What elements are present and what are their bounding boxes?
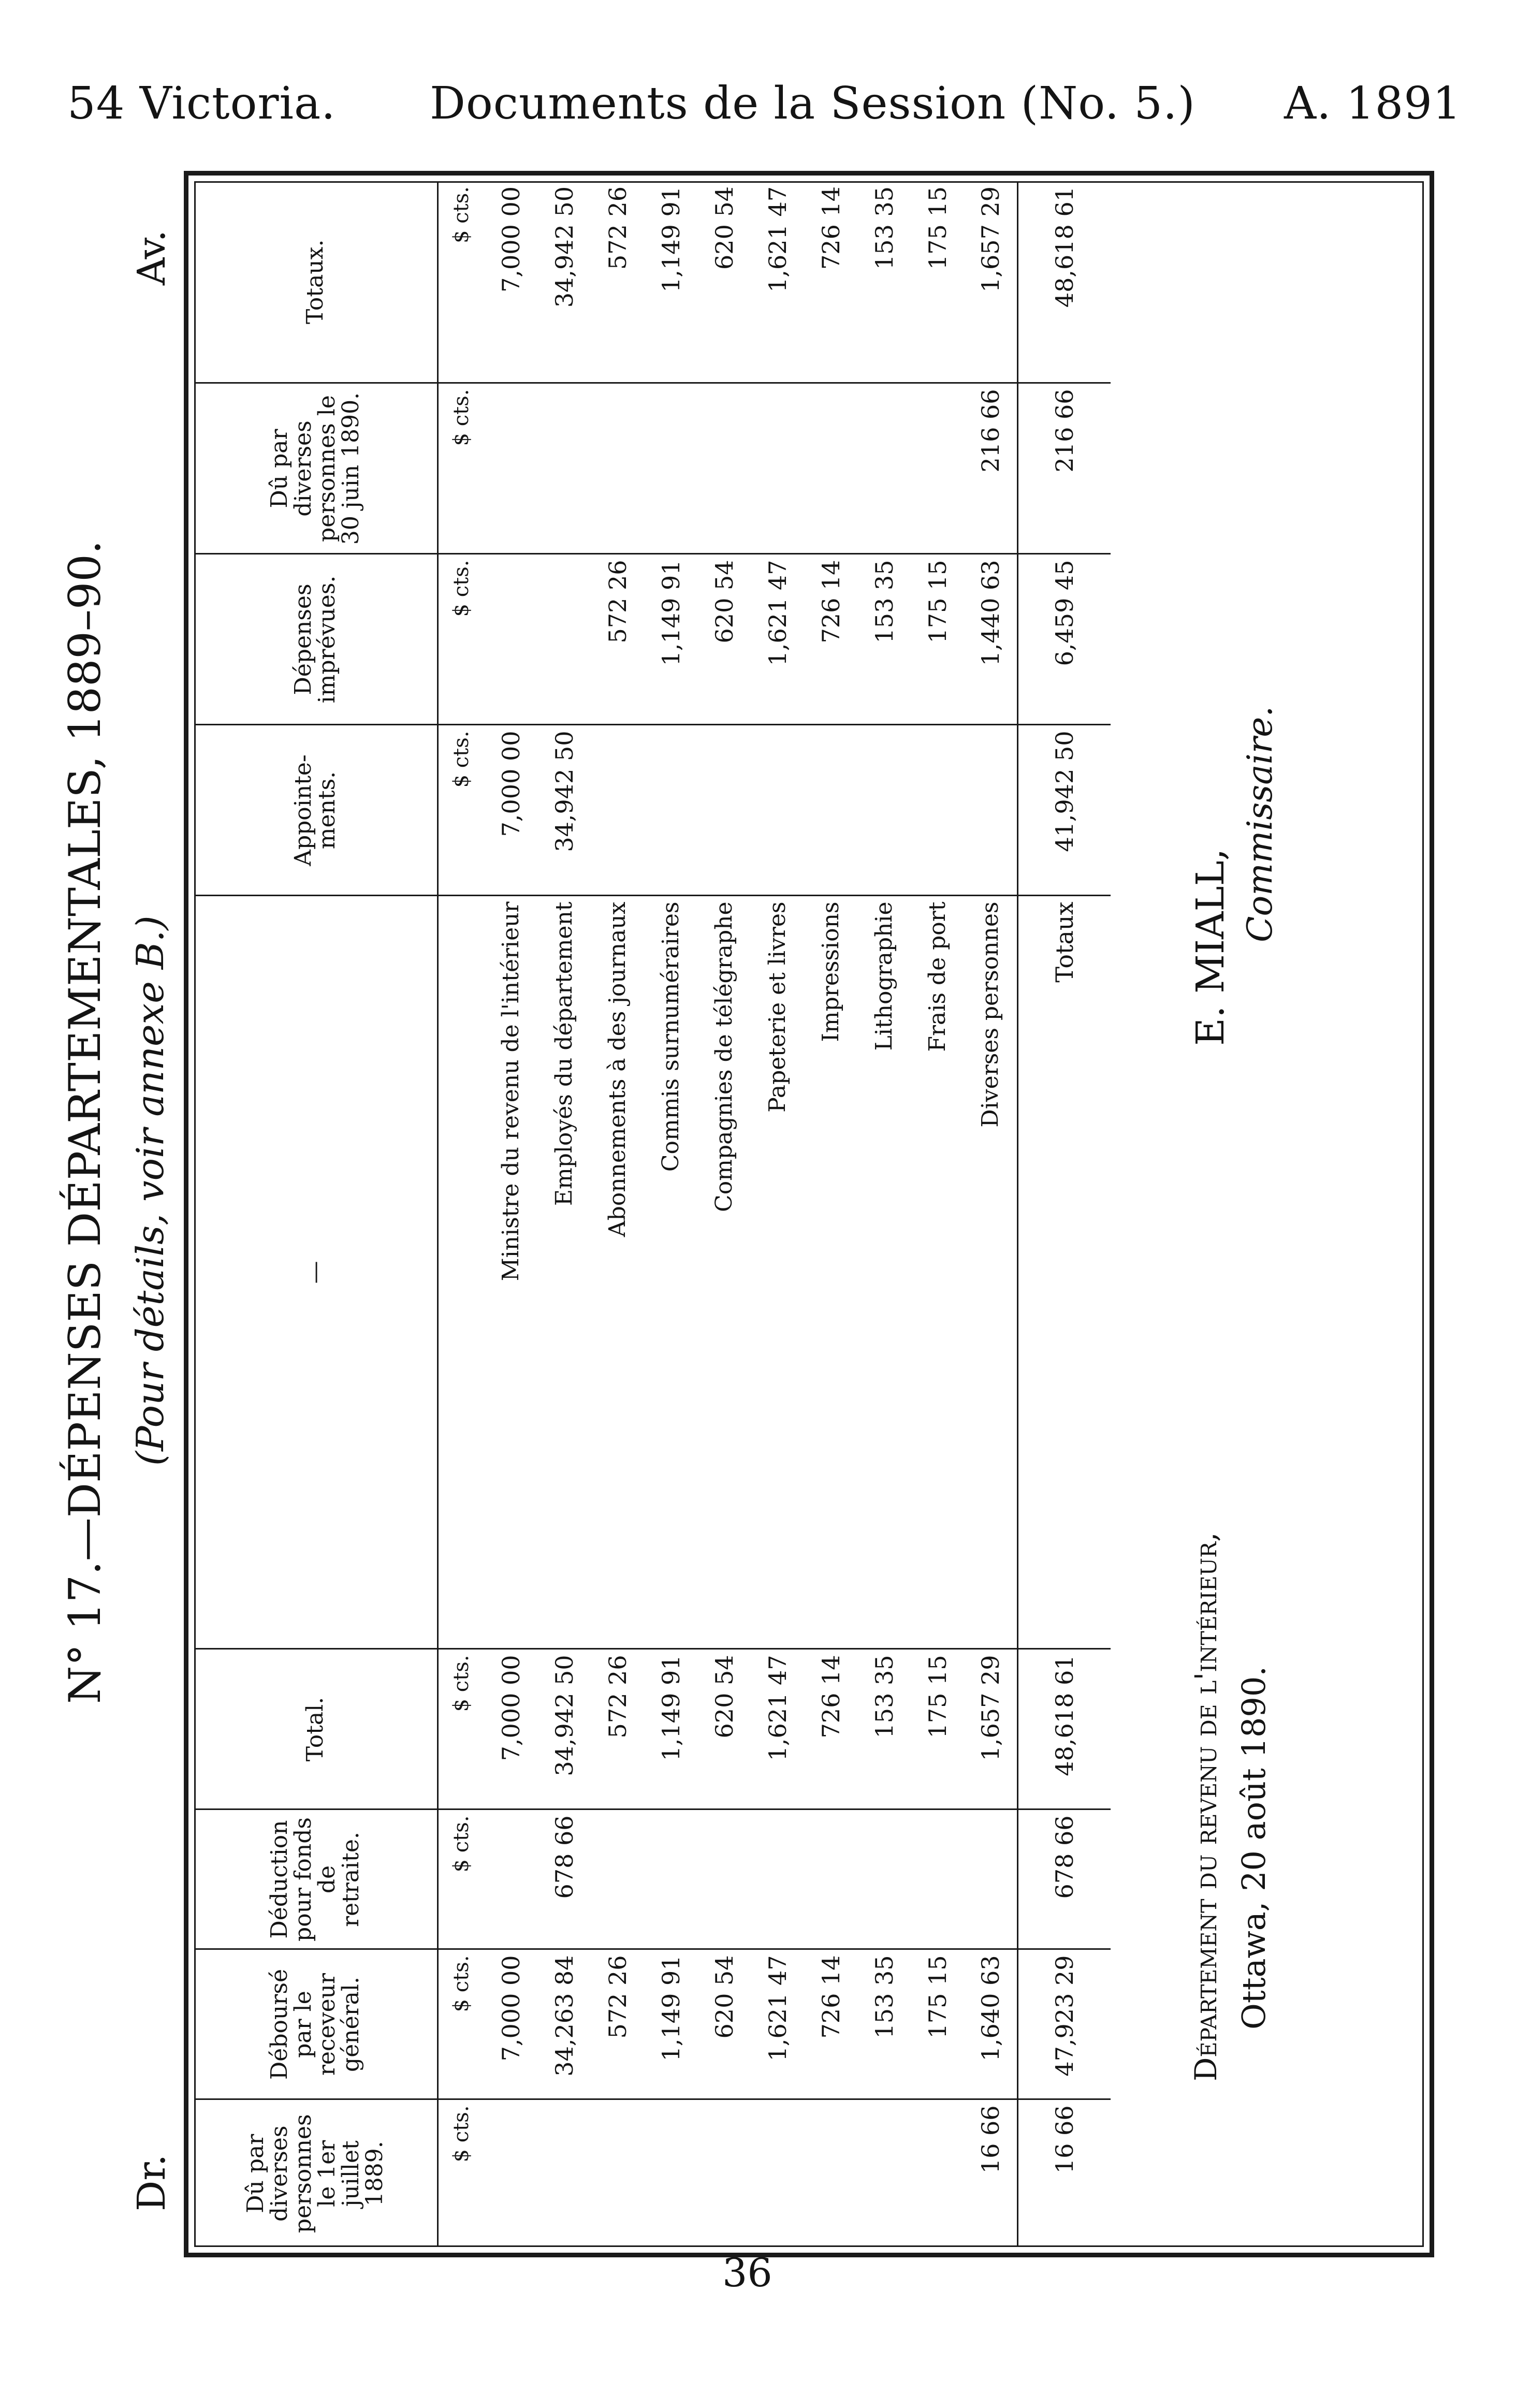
cell-contingencies: 1,621 47 — [751, 554, 804, 725]
cell-disbursed: 1,640 63 — [964, 1949, 1017, 2099]
cell-contingencies: 1,149 91 — [644, 554, 697, 725]
unit-label: $ cts. — [438, 2099, 484, 2247]
cell-description: Lithographie — [857, 896, 911, 1649]
cell-total: 175 15 — [911, 1649, 964, 1809]
total-due-1889: 16 66 — [1017, 2099, 1111, 2247]
totals-label: Totaux — [1017, 896, 1111, 1649]
totals-row — [1017, 181, 1111, 2247]
cell-due-1890 — [591, 383, 644, 554]
cell-deduction — [964, 1809, 1017, 1949]
col-header-total: Total. — [194, 1649, 438, 1809]
cell-totals: 620 54 — [710, 186, 738, 270]
header-year: A. 1891 — [1284, 78, 1462, 129]
cell-deduction: 678 66 — [537, 1809, 591, 1949]
total-totals: 48,618 61 — [1017, 181, 1111, 383]
cell-deduction — [697, 1809, 751, 1949]
cell-contingencies: 1,440 63 — [964, 554, 1017, 725]
signature-name: E. MIALL, — [1188, 848, 1233, 1046]
cell-due-1889 — [857, 2099, 911, 2247]
cell-description: Ministre du revenu de l'intérieur — [484, 896, 537, 1649]
page-title: N° 17.—DÉPENSES DÉPARTEMENTALES, 1889–90. — [60, 540, 110, 1704]
cell-due-1890 — [804, 383, 857, 554]
col-header-deduction: Déduction pour fonds de retraite. — [194, 1809, 438, 1949]
cell-description: Papeterie et livres — [751, 896, 804, 1649]
cell-salaries — [857, 725, 911, 896]
cell-totals: 1,149 91 — [657, 186, 685, 293]
cell-deduction — [804, 1809, 857, 1949]
cell-disbursed: 175 15 — [911, 1949, 964, 2099]
cell-total: 34,942 50 — [537, 1649, 591, 1809]
cell-due-1889 — [644, 2099, 697, 2247]
cell-contingencies — [484, 554, 537, 725]
cell-contingencies: 620 54 — [697, 554, 751, 725]
cell-total: 572 26 — [591, 1649, 644, 1809]
cell-totals: 1,657 29 — [976, 186, 1004, 293]
unit-label: $ cts. — [438, 1949, 484, 2099]
cell-description: Employés du département — [537, 896, 591, 1649]
cell-deduction — [911, 1809, 964, 1949]
total-deduction: 678 66 — [1017, 1809, 1111, 1949]
cell-due-1889 — [697, 2099, 751, 2247]
cell-due-1890 — [751, 383, 804, 554]
cell-salaries — [751, 725, 804, 896]
cell-disbursed: 572 26 — [591, 1949, 644, 2099]
cell-due-1889 — [751, 2099, 804, 2247]
total-total: 48,618 61 — [1017, 1649, 1111, 1809]
cell-disbursed: 726 14 — [804, 1949, 857, 2099]
place-and-date: Ottawa, 20 août 1890. — [1235, 1666, 1273, 2030]
cell-salaries — [697, 725, 751, 896]
credit-label: Av. — [129, 230, 174, 285]
page-number: 36 — [722, 2250, 772, 2296]
cell-totals: 726 14 — [817, 186, 845, 270]
unit-label: $ cts. — [438, 1809, 484, 1949]
cell-salaries — [644, 725, 697, 896]
cell-salaries — [804, 725, 857, 896]
cell-total: 7,000 00 — [484, 1649, 537, 1809]
unit-label: $ cts. — [438, 383, 484, 554]
cell-deduction — [484, 1809, 537, 1949]
cell-contingencies: 153 35 — [857, 554, 911, 725]
table-row — [857, 181, 911, 2247]
cell-description: Impressions — [804, 896, 857, 1649]
cell-due-1889 — [911, 2099, 964, 2247]
unit-label: $ cts. — [438, 725, 484, 896]
cell-disbursed: 34,263 84 — [537, 1949, 591, 2099]
cell-total: 1,149 91 — [644, 1649, 697, 1809]
cell-deduction — [751, 1809, 804, 1949]
table-row — [644, 181, 697, 2247]
cell-salaries — [591, 725, 644, 896]
table-row — [911, 181, 964, 2247]
cell-disbursed: 153 35 — [857, 1949, 911, 2099]
cell-due-1890 — [911, 383, 964, 554]
table-row — [751, 181, 804, 2247]
col-header-due-1890: Dû par diverses personnes le 30 juin 1890. — [194, 383, 438, 554]
col-header-totals: Totaux. — [194, 181, 438, 383]
cell-totals: 175 15 — [923, 186, 952, 270]
cell-disbursed: 7,000 00 — [484, 1949, 537, 2099]
cell-total: 1,621 47 — [751, 1649, 804, 1809]
cell-salaries: 7,000 00 — [484, 725, 537, 896]
page-subtitle: (Pour détails, voir annexe B.) — [128, 915, 172, 1466]
total-contingencies: 6,459 45 — [1017, 554, 1111, 725]
table-row — [591, 181, 644, 2247]
cell-due-1890 — [644, 383, 697, 554]
cell-contingencies: 726 14 — [804, 554, 857, 725]
cell-description: Diverses personnes — [964, 896, 1017, 1649]
cell-due-1890: 216 66 — [964, 383, 1017, 554]
cell-deduction — [591, 1809, 644, 1949]
unit-label: $ cts. — [438, 554, 484, 725]
total-salaries: 41,942 50 — [1017, 725, 1111, 896]
cell-description: Commis surnuméraires — [644, 896, 697, 1649]
cell-description: Abonnements à des journaux — [591, 896, 644, 1649]
cell-totals: 1,621 47 — [763, 186, 792, 293]
cell-due-1889 — [591, 2099, 644, 2247]
cell-deduction — [644, 1809, 697, 1949]
unit-blank — [438, 896, 484, 1649]
cell-description: Frais de port — [911, 896, 964, 1649]
cell-totals: 34,942 50 — [550, 186, 578, 308]
cell-due-1889 — [804, 2099, 857, 2247]
col-header-due-1889: Dû par diverses personnes le 1er juillet 1889. — [194, 2099, 438, 2247]
col-header-salaries: Appointe-ments. — [194, 725, 438, 896]
department-name: Département du revenu de l'intérieur, — [1188, 1532, 1223, 2081]
cell-salaries — [911, 725, 964, 896]
cell-totals: 7,000 00 — [497, 186, 525, 293]
cell-disbursed: 620 54 — [697, 1949, 751, 2099]
signature-title: Commissaire. — [1240, 706, 1280, 942]
cell-deduction — [857, 1809, 911, 1949]
side-labels — [0, 0, 194, 2408]
cell-description: Compagnies de télégraphe — [697, 896, 751, 1649]
cell-salaries: 34,942 50 — [537, 725, 591, 896]
cell-disbursed: 1,149 91 — [644, 1949, 697, 2099]
cell-disbursed: 1,621 47 — [751, 1949, 804, 2099]
cell-due-1889 — [484, 2099, 537, 2247]
table-row — [964, 181, 1017, 2247]
expenditure-table — [194, 181, 1111, 2247]
cell-total: 620 54 — [697, 1649, 751, 1809]
cell-contingencies — [537, 554, 591, 725]
header-documents: Documents de la Session (No. 5.) — [430, 78, 1196, 129]
cell-due-1890 — [484, 383, 537, 554]
col-header-description: — — [194, 896, 438, 1649]
unit-label: $ cts. — [449, 186, 473, 243]
cell-due-1890 — [857, 383, 911, 554]
header-session: 54 Victoria. — [67, 78, 336, 129]
unit-label: $ cts. — [438, 1649, 484, 1809]
cell-due-1890 — [697, 383, 751, 554]
header-row — [194, 181, 438, 2247]
col-header-contingencies: Dépenses imprévues. — [194, 554, 438, 725]
debit-label: Dr. — [129, 2154, 174, 2211]
cell-contingencies: 175 15 — [911, 554, 964, 725]
cell-salaries — [964, 725, 1017, 896]
total-disbursed: 47,923 29 — [1017, 1949, 1111, 2099]
cell-total: 1,657 29 — [964, 1649, 1017, 1809]
cell-totals: 153 35 — [870, 186, 898, 270]
total-due-1890: 216 66 — [1017, 383, 1111, 554]
unit-row — [438, 181, 484, 2247]
cell-due-1890 — [537, 383, 591, 554]
col-header-disbursed: Déboursé par le receveur général. — [194, 1949, 438, 2099]
cell-totals: 572 26 — [603, 186, 632, 270]
rotated-table-area — [194, 181, 1424, 2247]
cell-contingencies: 572 26 — [591, 554, 644, 725]
table-row — [804, 181, 857, 2247]
table-row — [484, 181, 537, 2247]
table-row — [697, 181, 751, 2247]
table-row — [537, 181, 591, 2247]
cell-due-1889 — [537, 2099, 591, 2247]
cell-total: 726 14 — [804, 1649, 857, 1809]
cell-due-1889: 16 66 — [964, 2099, 1017, 2247]
cell-total: 153 35 — [857, 1649, 911, 1809]
